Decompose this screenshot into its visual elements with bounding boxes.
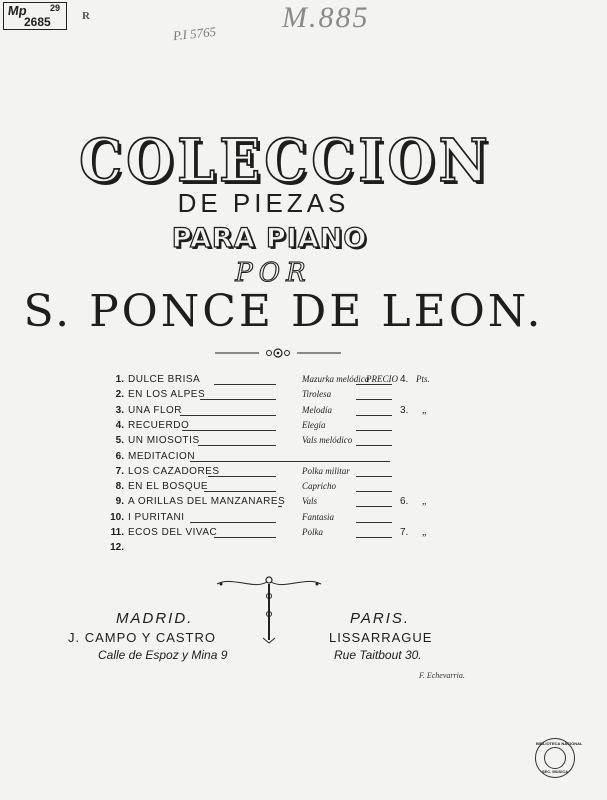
piece-price: 4. xyxy=(400,374,409,385)
piece-number: 12. xyxy=(110,542,124,554)
piece-title: UN MIOSOTIS xyxy=(128,435,200,447)
stamp-line-1: Mp xyxy=(6,3,28,18)
piece-number: 7. xyxy=(115,465,124,477)
piece-number: 1. xyxy=(115,374,124,385)
piece-genre: Tirolesa xyxy=(302,389,332,400)
leader-line xyxy=(214,537,276,538)
leader-line xyxy=(180,415,276,416)
price-line xyxy=(356,522,392,523)
leader-line xyxy=(204,491,276,492)
leader-line xyxy=(190,461,390,462)
piece-title: DULCE BRISA xyxy=(128,374,201,385)
piece-genre: Vals melódico xyxy=(302,435,353,446)
piece-title: I PURITANI xyxy=(128,511,185,523)
piece-genre: Polka militar xyxy=(302,465,350,476)
list-item xyxy=(104,466,434,480)
piece-title: UNA FLOR xyxy=(128,404,183,416)
leader-line xyxy=(208,476,276,477)
piece-genre: Polka xyxy=(302,527,323,537)
seal-bottom-text: SEC. MUSICA xyxy=(541,769,569,774)
price-unit: „ xyxy=(422,527,427,538)
list-item xyxy=(104,374,434,388)
composer-name: S. PONCE DE LEON. xyxy=(23,286,544,337)
list-item xyxy=(104,405,434,419)
leader-line xyxy=(182,430,276,431)
piece-genre: Vals xyxy=(302,496,318,507)
shelfmark: M.885 xyxy=(282,1,370,34)
piece-number: 10. xyxy=(110,511,124,523)
list-item xyxy=(104,527,434,541)
madrid-city: MADRID. xyxy=(116,610,194,627)
piece-title: LOS CAZADORES xyxy=(128,465,220,477)
list-item xyxy=(104,542,434,556)
leader-line xyxy=(190,522,276,523)
title-de-piezas: DE PIEZAS xyxy=(177,188,350,218)
leader-line xyxy=(278,506,282,507)
title-por: POR xyxy=(235,258,312,288)
price-line xyxy=(356,415,392,416)
engraver-credit: F. Echevarria. xyxy=(419,671,465,680)
seal-emblem xyxy=(544,747,566,769)
paris-publisher: LISSARRAGUE xyxy=(329,630,433,645)
piece-number: 5. xyxy=(115,435,124,447)
madrid-publisher: J. CAMPO Y CASTRO xyxy=(68,630,216,645)
list-item xyxy=(104,451,434,465)
piece-number: 4. xyxy=(115,419,124,431)
price-line xyxy=(356,491,392,492)
stamp-line-3: 29 xyxy=(50,3,61,13)
list-item xyxy=(104,512,434,526)
piece-price: 3. xyxy=(400,404,409,416)
piece-number: 11. xyxy=(110,527,124,538)
piece-genre: Melodía xyxy=(302,404,332,415)
list-item xyxy=(104,389,434,403)
divider-ornament xyxy=(213,346,343,360)
list-item xyxy=(104,496,434,510)
piece-genre: Capricho xyxy=(302,481,337,492)
price-unit: „ xyxy=(422,404,427,416)
piece-title: MEDITACION xyxy=(128,450,196,462)
list-item xyxy=(104,435,434,449)
piece-number: 2. xyxy=(115,389,124,401)
piece-title: ECOS DEL VIVAC xyxy=(128,527,218,538)
list-item xyxy=(104,420,434,434)
price-unit: „ xyxy=(422,496,427,508)
title-para-piano: PARA PIANO xyxy=(171,223,368,254)
inventory-number: P.I 5765 xyxy=(172,23,217,44)
title-coleccion: COLECCION xyxy=(79,124,492,196)
piece-title: RECUERDO xyxy=(128,419,190,431)
seal-top-text: BIBLIOTECA NACIONAL xyxy=(536,741,583,746)
price-unit: Pts. xyxy=(416,374,430,384)
list-item xyxy=(104,481,434,495)
paris-city: PARIS. xyxy=(350,610,411,627)
price-line xyxy=(356,445,392,446)
leader-line xyxy=(200,399,276,400)
price-line xyxy=(356,384,392,385)
leader-line xyxy=(198,445,276,446)
precio-label: PRECIO xyxy=(366,374,398,384)
paris-address: Rue Taitbout 30. xyxy=(334,648,422,662)
catalogue-stamp xyxy=(3,2,67,30)
piece-price: 6. xyxy=(400,496,409,508)
piece-price: 7. xyxy=(400,527,409,538)
publisher-ornament xyxy=(213,574,325,644)
piece-title: EN EL BOSQUE xyxy=(128,481,209,493)
price-line xyxy=(356,506,392,507)
piece-title: EN LOS ALPES xyxy=(128,389,206,401)
price-line xyxy=(356,537,392,538)
piece-number: 3. xyxy=(115,404,124,416)
piece-number: 6. xyxy=(115,450,124,462)
price-line xyxy=(356,399,392,400)
piece-genre: Mazurka melódica xyxy=(302,374,370,384)
library-seal xyxy=(535,738,583,778)
madrid-address: Calle de Espoz y Mina 9 xyxy=(98,648,228,662)
piece-title: A ORILLAS DEL MANZANARES xyxy=(128,496,286,508)
price-line xyxy=(356,476,392,477)
corner-letter: R xyxy=(82,10,90,22)
piece-number: 9. xyxy=(115,496,124,508)
price-line xyxy=(356,430,392,431)
piece-number: 8. xyxy=(115,481,124,493)
stamp-line-2: 2685 xyxy=(24,15,51,29)
piece-genre: Elegía xyxy=(302,419,326,430)
piece-genre: Fantasia xyxy=(302,511,335,522)
leader-line xyxy=(214,384,276,385)
